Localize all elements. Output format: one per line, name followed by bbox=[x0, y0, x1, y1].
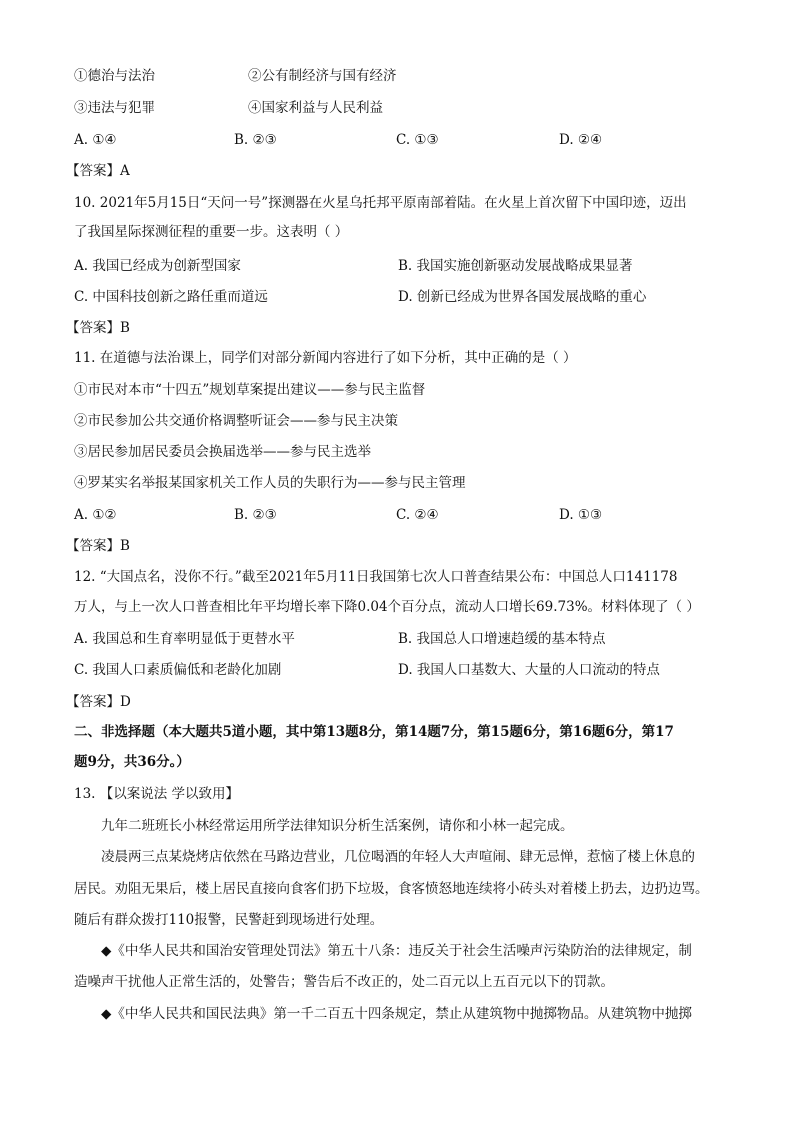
answer: 【答案】D bbox=[66, 694, 131, 710]
option-item: ③违法与犯罪 bbox=[74, 100, 155, 116]
answer: 【答案】A bbox=[66, 163, 130, 179]
choice-c: C. 中国科技创新之路任重而道远 bbox=[74, 289, 268, 305]
choice-a: A. ①② bbox=[74, 507, 117, 523]
option-item: ④罗某实名举报某国家机关工作人员的失职行为——参与民主管理 bbox=[74, 475, 466, 491]
option-item: ②市民参加公共交通价格调整听证会——参与民主决策 bbox=[74, 413, 398, 429]
answer: 【答案】B bbox=[66, 320, 130, 336]
choice-d: D. ②④ bbox=[559, 132, 603, 148]
law-citation: ◆《中华人民共和国民法典》第一千二百五十四条规定，禁止从建筑物中抛掷物品。从建筑物中抛掷 bbox=[101, 1006, 692, 1022]
question-stem: 11. 在道德与法治课上，同学们对部分新闻内容进行了如下分析，其中正确的是（ ） bbox=[74, 350, 577, 366]
choice-b: B. 我国实施创新驱动发展战略成果显著 bbox=[398, 258, 633, 274]
choice-a: A. ①④ bbox=[74, 132, 117, 148]
choice-d: D. 我国人口基数大、大量的人口流动的特点 bbox=[398, 662, 660, 678]
option-item: ④国家利益与人民利益 bbox=[248, 100, 383, 116]
option-item: ③居民参加居民委员会换届选举——参与民主选举 bbox=[74, 444, 371, 460]
choice-a: A. 我国已经成为创新型国家 bbox=[74, 258, 241, 274]
choice-a: A. 我国总和生育率明显低于更替水平 bbox=[74, 631, 295, 647]
law-citation: ◆《中华人民共和国治安管理处罚法》第五十八条：违反关于社会生活噪声污染防治的法律规定，制 bbox=[101, 943, 692, 959]
choice-b: B. 我国总人口增速趋缓的基本特点 bbox=[398, 631, 606, 647]
paragraph: 凌晨两三点某烧烤店依然在马路边营业，几位喝酒的年轻人大声喧闹、肆无忌惮，惹恼了楼上休息的 bbox=[101, 849, 695, 865]
law-citation: 造噪声干扰他人正常生活的，处警告；警告后不改正的，处二百元以上五百元以下的罚款。 bbox=[74, 974, 614, 990]
question-title: 13. 【以案说法 学以致用】 bbox=[74, 786, 240, 802]
choice-c: C. 我国人口素质偏低和老龄化加剧 bbox=[74, 662, 282, 678]
option-item: ①德治与法治 bbox=[74, 68, 155, 84]
choice-c: C. ①③ bbox=[396, 132, 439, 148]
choice-b: B. ②③ bbox=[234, 132, 277, 148]
question-stem: 12. “大国点名，没你不行。”截至2021年5月11日我国第七次人口普查结果公布：中国总人口141178 bbox=[74, 569, 678, 585]
question-stem: 了我国星际探测征程的重要一步。这表明（ ） bbox=[74, 224, 349, 240]
question-stem: 10. 2021年5月15日“天问一号”探测器在火星乌托邦平原南部着陆。在火星上首次留下中国印迹，迈出 bbox=[74, 195, 687, 211]
choice-b: B. ②③ bbox=[234, 507, 277, 523]
option-item: ②公有制经济与国有经济 bbox=[248, 68, 397, 84]
paragraph: 九年二班班长小林经常运用所学法律知识分析生活案例，请你和小林一起完成。 bbox=[101, 818, 574, 834]
section-heading: 二、非选择题（本大题共5道小题，其中第13题8分，第14题7分，第15题6分，第16题6分，第17 bbox=[74, 724, 674, 740]
question-stem: 万人，与上一次人口普查相比年平均增长率下降0.04个百分点，流动人口增长69.73%。材料体现了（ ） bbox=[74, 599, 700, 615]
answer: 【答案】B bbox=[66, 538, 130, 554]
choice-d: D. ①③ bbox=[559, 507, 603, 523]
option-item: ①市民对本市“十四五”规划草案提出建议——参与民主监督 bbox=[74, 382, 426, 398]
paragraph: 随后有群众拨打110报警，民警赶到现场进行处理。 bbox=[74, 912, 384, 928]
choice-d: D. 创新已经成为世界各国发展战略的重心 bbox=[398, 289, 647, 305]
paragraph: 居民。劝阻无果后，楼上居民直接向食客们扔下垃圾，食客愤怒地连续将小砖头对着楼上扔去，边扔边骂。 bbox=[74, 881, 709, 897]
section-heading: 题9分，共36分。） bbox=[74, 754, 190, 770]
choice-c: C. ②④ bbox=[396, 507, 439, 523]
